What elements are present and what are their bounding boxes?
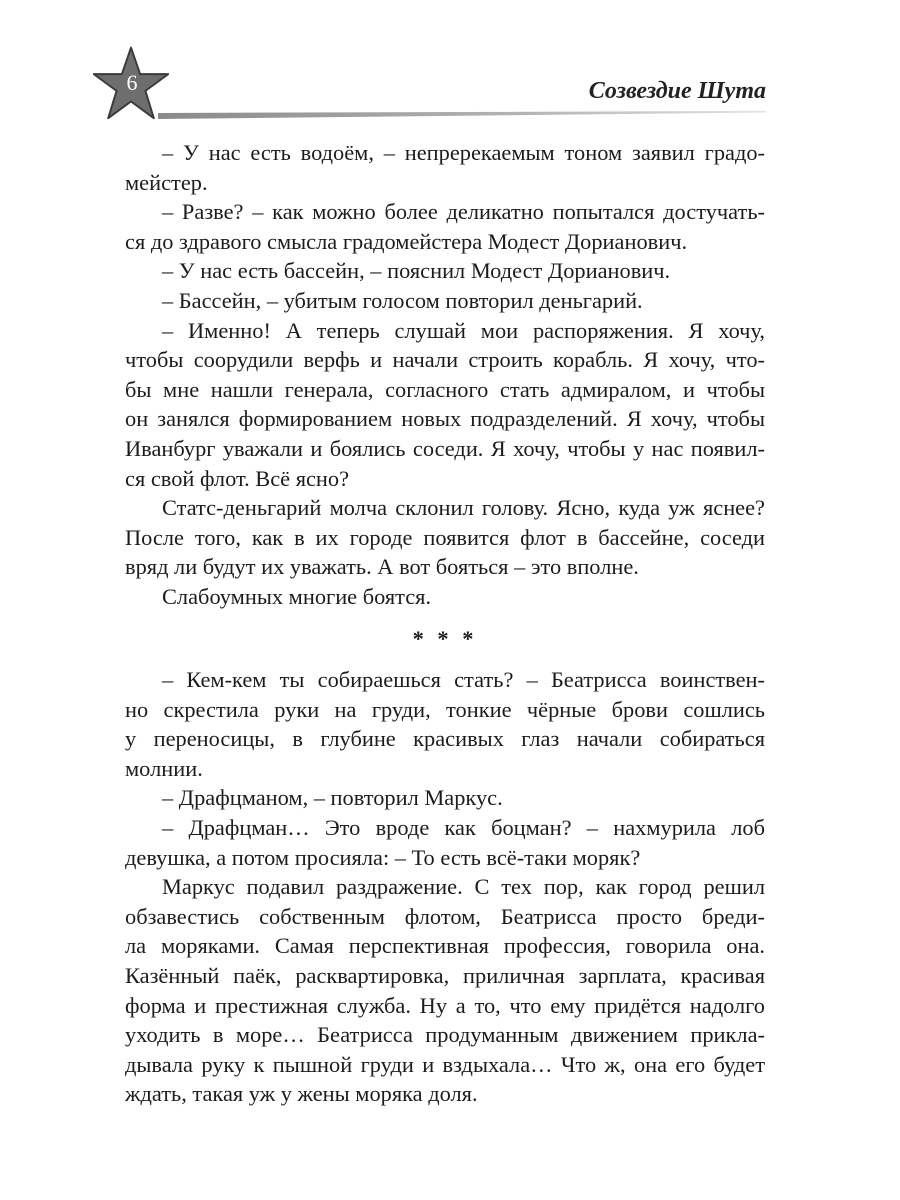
text-line: – У нас есть бассейн, – пояснил Модест Дорианович. xyxy=(162,258,671,284)
text-line: После того, как в их городе появится флот в бассейне, соседи xyxy=(125,524,765,550)
text-line: Статс-деньгарий молча склонил голову. Ясно, куда уж яснее? xyxy=(162,495,765,521)
text-line: форма и престижная служба. Ну а то, что ему придётся надолго xyxy=(125,992,765,1018)
text-line: но скрестила руки на груди, тонкие чёрные брови сошлись xyxy=(125,696,765,722)
text-line: уходить в море… Беатрисса продуманным движением прикла- xyxy=(125,1022,765,1048)
text-line: ся до здравого смысла градомейстера Модест Дорианович. xyxy=(125,228,688,254)
text-line: девушка, а потом просияла: – То есть всё-таки моряк? xyxy=(125,844,641,870)
text-line: – Драфцманом, – повторил Маркус. xyxy=(162,785,503,811)
text-line: – Кем-кем ты собираешься стать? – Беатрисса воинствен- xyxy=(162,667,765,693)
text-line: Маркус подавил раздражение. С тех пор, как город решил xyxy=(162,874,765,900)
text-line: дывала руку к пышной груди и вздыхала… Что ж, она его будет xyxy=(125,1051,765,1077)
text-line: он занялся формированием новых подразделений. Я хочу, чтобы xyxy=(125,406,765,432)
text-line: – Бассейн, – убитым голосом повторил деньгарий. xyxy=(162,287,643,313)
text-line: мейстер. xyxy=(125,169,208,195)
text-line: обзавестись собственным флотом, Беатрисса просто бреди- xyxy=(125,903,765,929)
text-line: – Разве? – как можно более деликатно попытался достучать- xyxy=(162,199,765,225)
text-line: ждать, такая уж у жены моряка доля. xyxy=(125,1081,478,1107)
text-line: Иванбург уважали и боялись соседи. Я хочу, чтобы у нас появил- xyxy=(125,435,765,461)
section-break: * * * xyxy=(412,625,478,651)
text-line: – Драфцман… Это вроде как боцман? – нахмурила лоб xyxy=(162,815,765,841)
running-title: Созвездие Шута xyxy=(588,78,766,104)
text-line: ся свой флот. Всё ясно? xyxy=(125,465,350,491)
text-line: Слабоумных многие боятся. xyxy=(162,583,432,609)
text-line: – Именно! А теперь слушай мои распоряжения. Я хочу, xyxy=(162,317,765,343)
text-line: – У нас есть водоём, – непререкаемым тоном заявил градо- xyxy=(162,140,765,165)
header-rule xyxy=(158,111,766,119)
page-number: 6 xyxy=(126,70,138,95)
text-line: чтобы соорудили верфь и начали строить корабль. Я хочу, что- xyxy=(125,347,765,373)
text-line: молнии. xyxy=(125,755,203,781)
text-line: ла моряками. Самая перспективная профессия, говорила она. xyxy=(125,933,765,959)
body-text xyxy=(125,138,765,1109)
text-line: бы мне нашли генерала, согласного стать адмиралом, и чтобы xyxy=(125,376,765,402)
text-line: у переносицы, в глубине красивых глаз начали собираться xyxy=(125,726,765,752)
text-line: вряд ли будут их уважать. А вот бояться – это вполне. xyxy=(125,554,639,580)
text-line: Казённый паёк, расквартировка, приличная зарплата, красивая xyxy=(125,963,765,989)
